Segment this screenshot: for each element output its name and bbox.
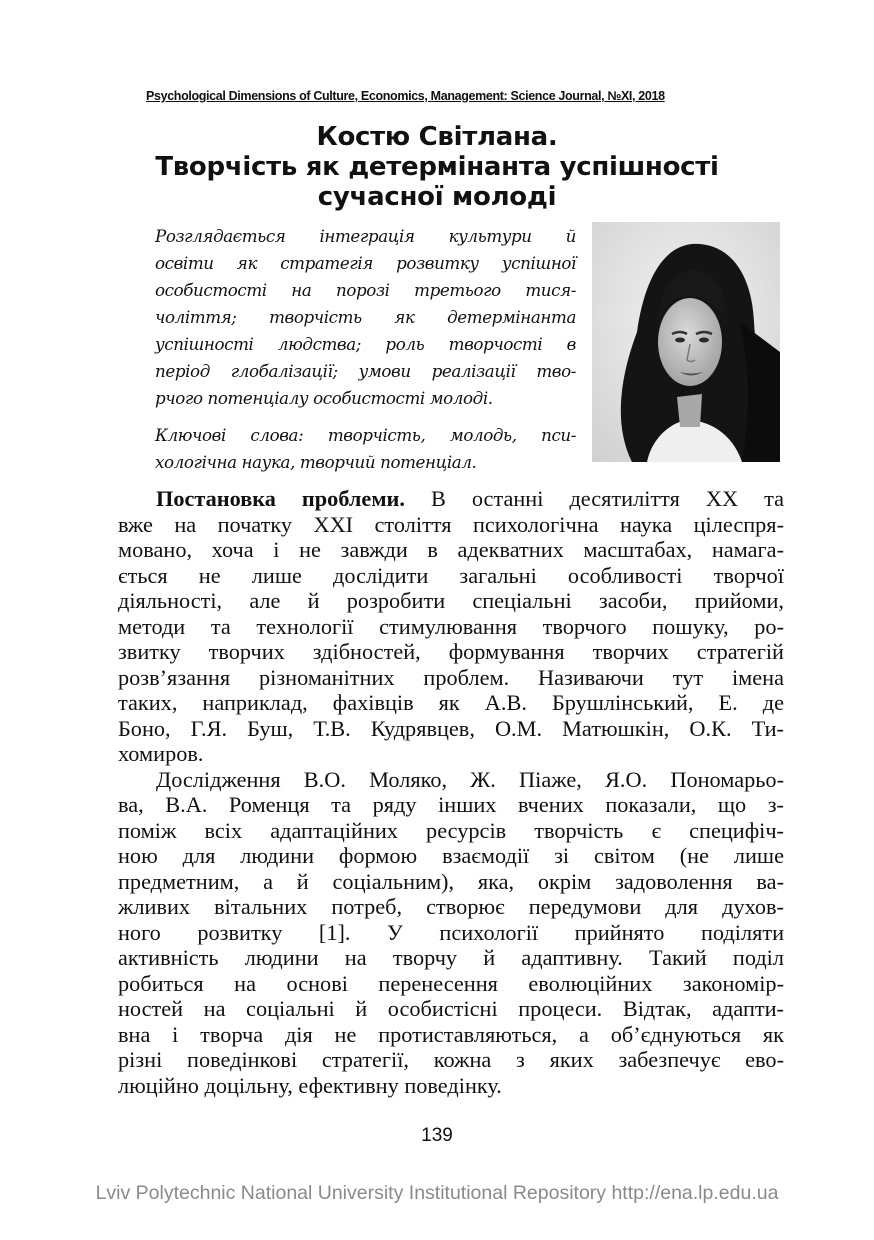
paragraph-line: таких, наприклад, фахівців як А.В. Брушлінський, Е. де [118,690,784,715]
paragraph-line: мовано, хоча і не завжди в адекватних масштабах, намага- [118,537,784,562]
abstract-line: період глобалізації; умови реалізації тво- [155,361,576,381]
paragraph-line: ною для людини формою взаємодії зі світом (не лише [118,843,784,868]
paragraph-line: вна і творча дія не протиставляються, а об’єднуються як [118,1021,784,1047]
title-author: Костю Світлана. [316,122,558,152]
paragraph-line: різні поведінкові стратегії, кожна з яких забезпечує ево- [118,1047,784,1072]
article-title [110,122,764,212]
paragraph-text: В останні десятиліття XX та [404,486,785,511]
abstract-line: рчого потенціалу особистості молоді. [155,388,493,408]
paragraph-line: хомиров. [118,741,204,766]
paragraph-line: люційно доцільну, ефективну поведінку. [118,1072,502,1098]
abstract-line: освіти як стратегія розвитку успішної [155,253,576,273]
paragraph-line: Дослідження В.О. Моляко, Ж. Піаже, Я.О. Пономарьо- [156,766,784,792]
journal-header: Psychological Dimensions of Culture, Economics, Management: Science Journal, №XI, 2018 [146,89,665,103]
paragraph-line [118,486,784,512]
section-heading: Постановка проблеми. [156,486,405,511]
paragraph-line: Боно, Г.Я. Буш, Т.В. Кудрявцев, О.М. Матюшкін, О.К. Ти- [118,715,784,741]
abstract-line: успішності людства; роль творчості в [155,334,576,354]
abstract [155,223,576,412]
paragraph-line: ва, В.А. Роменця та ряду інших вчених показали, що з- [118,792,784,817]
abstract-line: особистості на порозі третього тися- [155,280,576,300]
paragraph-line: вже на початку XXI століття психологічна наука цілеспря- [118,511,784,537]
author-photo [592,222,780,462]
title-line-3: сучасної молоді [317,182,557,212]
paragraph-line: методи та технології стимулювання творчого пошуку, ро- [118,613,784,639]
paragraph-line: ностей на соціальні й особистісні процеси. Відтак, адапти- [118,996,784,1021]
paragraph-line: діяльності, але й розробити спеціальні засоби, прийоми, [118,588,784,613]
author-portrait-image [592,222,780,462]
paragraph-line: ється не лише дослідити загальні особливості творчої [118,562,784,588]
page-number: 139 [421,1125,453,1146]
paragraph-line: предметним, а й соціальним), яка, окрім задоволення ва- [118,868,784,894]
keywords-line: хологічна наука, творчий потенціал. [155,452,477,472]
paragraph-line: ного розвитку [1]. У психології прийнято поділяти [118,919,784,945]
paragraph-line: робиться на основі перенесення еволюційних закономір- [118,970,784,996]
paragraph-line: активність людини на творчу й адаптивну. Такий поділ [118,945,784,970]
repository-footer: Lviv Polytechnic National University Institutional Repository http://ena.lp.edu.ua [95,1182,779,1204]
paragraph-line: жливих вітальних потреб, створює передумови для духов- [118,894,784,919]
paragraph-line: розв’язання різноманітних проблем. Називаючи тут імена [118,664,784,690]
title-line-2: Творчість як детермінанта успішності [155,152,719,182]
keywords-line: Ключові слова: творчість, молодь, пси- [155,425,576,445]
body-text [118,486,784,1098]
abstract-line: чоліття; творчість як детермінанта [155,307,576,327]
paragraph-line: звитку творчих здібностей, формування творчих стратегій [118,639,784,664]
paragraph-line: поміж всіх адаптаційних ресурсів творчість є специфіч- [118,817,784,843]
keywords [155,422,576,476]
abstract-line: Розглядається інтеграція культури й [155,226,576,246]
